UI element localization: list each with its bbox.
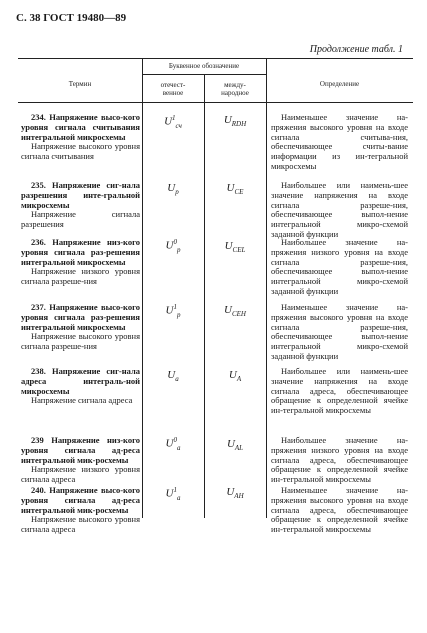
term-title: 235. Напряжение сиг-нала разрешения инте-гральной микросхемы xyxy=(21,180,140,210)
term-alt-label: Напряжение низкого уровня сигнала разреше-ния xyxy=(21,266,140,287)
symbol-domestic: $U_а$ xyxy=(167,369,179,384)
page-header: С. 38 ГОСТ 19480—89 xyxy=(16,12,127,24)
column-divider-3 xyxy=(266,58,267,518)
table-top-rule xyxy=(18,58,413,59)
term-alt-label: Напряжение сигнала адреса xyxy=(31,395,133,406)
header-international: между- народное xyxy=(221,81,249,97)
symbol-international: $U_{AH}$ xyxy=(226,486,244,501)
symbol-international: $U_{CE}$ xyxy=(226,182,244,197)
term-row xyxy=(21,181,140,230)
symbol-domestic: $U^1_{сч}$ xyxy=(164,114,182,130)
terms-table xyxy=(18,58,413,583)
term-alt-label: Напряжение сигнала разрешения xyxy=(21,209,140,230)
term-row xyxy=(21,367,140,406)
term-title: 239 Напряжение низ-кого уровня сигнала ад-реса интегральной мик-росхемы xyxy=(21,435,140,465)
definition-text: Наибольшее значение на-пряжения низкого уровня на входе сигнала адреса, обеспечивающее обращение к определенной ячейке ин-тегральной микросхемы xyxy=(271,435,408,485)
symbol-domestic: $U^0_р$ xyxy=(165,238,181,254)
symbol-domestic: $U^1_р$ xyxy=(165,303,181,319)
header-term: Термин xyxy=(68,80,92,88)
symbol-domestic: $U^1_а$ xyxy=(165,486,181,502)
term-title: 236. Напряжение низ-кого уровня сигнала раз-решения интегральной микросхемы xyxy=(21,237,140,267)
symbol-international: $U_{CEL}$ xyxy=(224,240,246,255)
definition-text: Наименьшее значение на-пряжения высокого уровня на входе сигнала разреше-ния, обеспечивающее выпол-нение интегральной микро-схемой заданной функции xyxy=(271,302,408,361)
term-alt-label: Напряжение высокого уровня сигнала считывания xyxy=(21,141,140,162)
table-continuation-label: Продолжение табл. 1 xyxy=(309,44,403,55)
term-alt-label: Напряжение низкого уровня сигнала адреса xyxy=(21,464,140,485)
term-title: 240. Напряжение высо-кого уровня сигнала ад-реса интегральной мик-росхемы xyxy=(21,485,140,515)
header-bottom-rule xyxy=(18,102,413,103)
term-row xyxy=(21,238,140,287)
symbol-international: $U_{AL}$ xyxy=(226,438,244,453)
symbol-international: $U_A$ xyxy=(228,369,242,384)
term-row xyxy=(21,486,140,535)
symbol-domestic: $U^0_а$ xyxy=(165,436,181,452)
header-definition: Определение xyxy=(319,80,360,88)
symbol-domestic: $U_р$ xyxy=(167,182,179,197)
symbol-international: $U_{RDH}$ xyxy=(223,114,247,129)
definition-text: Наибольшее значение на-пряжения низкого уровня на входе сигнала разреше-ния, обеспечивающее выпол-нение интегральной микро-схемой заданной функции xyxy=(271,237,408,296)
definition-text: Наибольшее или наимень-шее значение напряжения на входе сигнала разреше-ния, обеспечивающее выпол-нение интегральной микро-схемой заданной функции xyxy=(271,180,408,239)
definition-text: Наименьшее значение на-пряжения высокого уровня на входе сигнала адреса, обеспечивающее обращение к определенной ячейке ин-тегральной микросхемы xyxy=(271,485,408,535)
term-title: 238. Напряжение сиг-нала адреса интеграль-ной микросхемы xyxy=(21,366,140,396)
term-title: 237. Напряжение высо-кого уровня сигнала раз-решения интегральной микросхемы xyxy=(21,302,140,332)
header-domestic: отечест- венное xyxy=(160,81,186,97)
term-row xyxy=(21,303,140,352)
term-alt-label: Напряжение высокого уровня сигнала адреса xyxy=(21,514,140,535)
term-alt-label: Напряжение высокого уровня сигнала разреше-ния xyxy=(21,331,140,352)
header-letter-designation: Буквенное обозначение xyxy=(168,62,240,70)
term-title: 234. Напряжение высо-кого уровня сигнала считывания интегральной микросхемы xyxy=(21,112,140,142)
term-row xyxy=(21,436,140,485)
definition-text: Наименьшее значение на-пряжения высокого уровня на входе сигнала считыва-ния, обеспечивающее считы-вание информации из ин-тегральной микросхемы xyxy=(271,112,408,171)
definition-text: Наибольшее или наимень-шее значение напряжения на входе сигнала адреса, обеспечивающее обращение к определенной ячейке ин-тегральной микросхемы xyxy=(271,366,408,416)
term-row xyxy=(21,113,140,162)
symbol-international: $U_{CEH}$ xyxy=(224,304,246,319)
